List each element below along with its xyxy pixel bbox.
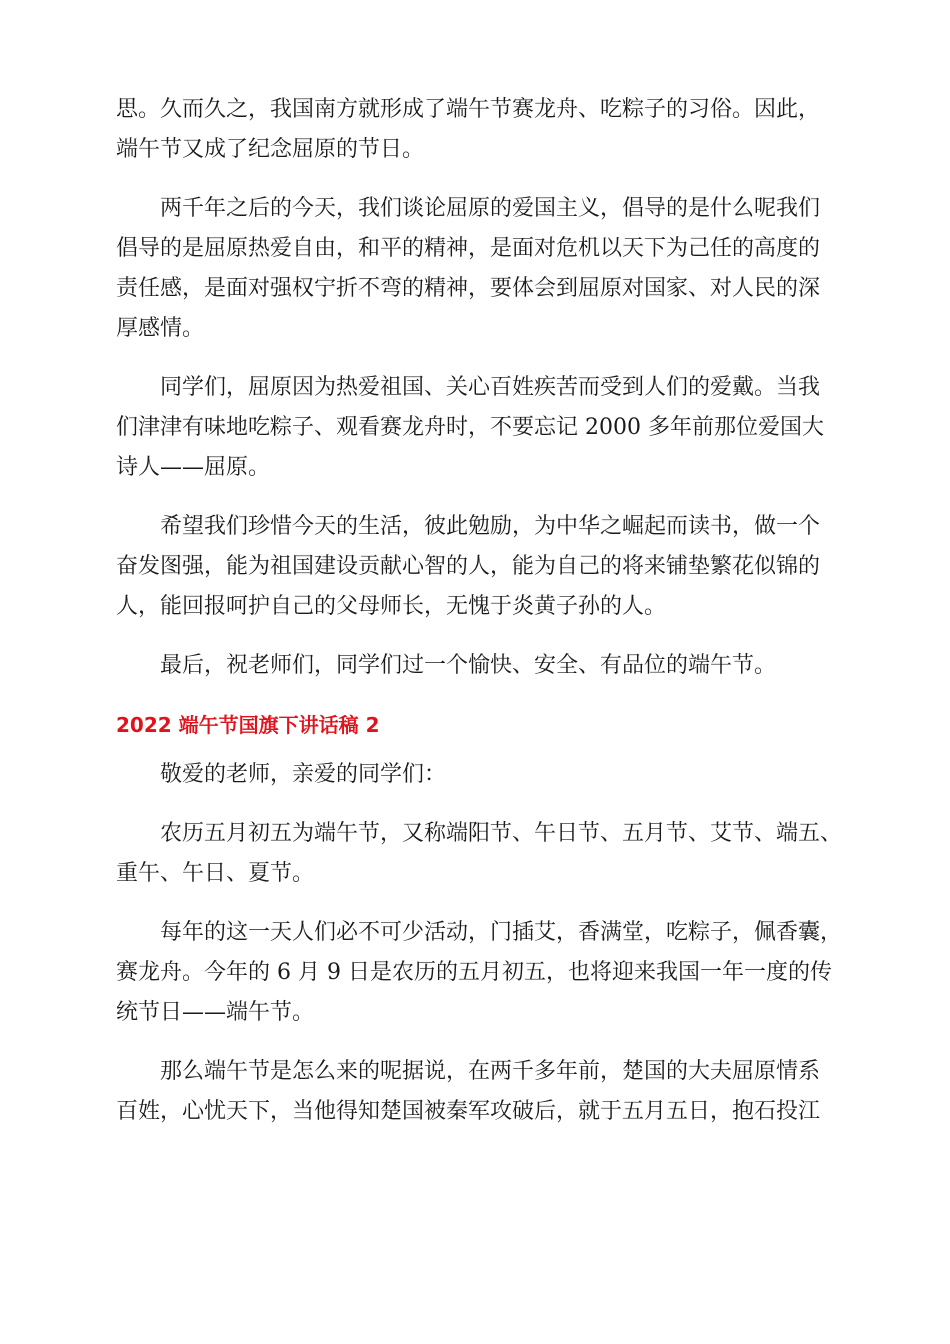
text-line: 农历五月初五为端午节，又称端阳节、午日节、五月节、艾节、端五、 xyxy=(160,821,843,846)
paragraph-salutation xyxy=(116,755,842,795)
text-line: 统节日——端午节。 xyxy=(116,1000,315,1025)
text-line: 责任感，是面对强权宁折不弯的精神，要体会到屈原对国家、对人民的深 xyxy=(116,276,821,301)
document-body xyxy=(116,90,842,1151)
section-heading: 2022 端午节国旗下讲话稿 2 xyxy=(116,713,380,737)
text-line: 同学们，屈原因为热爱祖国、关心百姓疾苦而受到人们的爱戴。当我 xyxy=(160,375,821,400)
paragraph xyxy=(116,814,842,894)
text-line: 们津津有味地吃粽子、观看赛龙舟时，不要忘记 2000 多年前那位爱国大 xyxy=(116,415,824,440)
text-line: 希望我们珍惜今天的生活，彼此勉励，为中华之崛起而读书，做一个 xyxy=(160,514,821,539)
paragraph xyxy=(116,646,842,686)
paragraph-intro xyxy=(116,90,842,170)
paragraph xyxy=(116,368,842,488)
text-line: 每年的这一天人们必不可少活动，门插艾，香满堂，吃粽子，佩香囊， xyxy=(160,920,843,945)
paragraph xyxy=(116,189,842,349)
text-line: 敬爱的老师，亲爱的同学们： xyxy=(160,762,447,787)
text-line: 奋发图强，能为祖国建设贡献心智的人，能为自己的将来铺垫繁花似锦的 xyxy=(116,554,821,579)
paragraph xyxy=(116,507,842,627)
paragraph xyxy=(116,1052,842,1132)
text-line: 百姓，心忧天下，当他得知楚国被秦军攻破后，就于五月五日，抱石投江 xyxy=(116,1099,821,1124)
paragraph xyxy=(116,913,842,1033)
text-line: 两千年之后的今天，我们谈论屈原的爱国主义，倡导的是什么呢我们 xyxy=(160,196,821,221)
text-line: 人，能回报呵护自己的父母师长，无愧于炎黄子孙的人。 xyxy=(116,594,667,619)
text-line: 最后，祝老师们，同学们过一个愉快、安全、有品位的端午节。 xyxy=(160,653,777,678)
text-line: 那么端午节是怎么来的呢据说，在两千多年前，楚国的大夫屈原情系 xyxy=(160,1059,821,1084)
text-line: 思。久而久之，我国南方就形成了端午节赛龙舟、吃粽子的习俗。因此， xyxy=(116,97,821,122)
text-line: 赛龙舟。今年的 6 月 9 日是农历的五月初五，也将迎来我国一年一度的传 xyxy=(116,960,832,985)
text-line: 厚感情。 xyxy=(116,316,205,341)
text-line: 端午节又成了纪念屈原的节日。 xyxy=(116,137,425,162)
text-line: 倡导的是屈原热爱自由，和平的精神，是面对危机以天下为己任的高度的 xyxy=(116,236,821,261)
text-line: 诗人——屈原。 xyxy=(116,455,271,480)
text-line: 重午、午日、夏节。 xyxy=(116,861,315,886)
